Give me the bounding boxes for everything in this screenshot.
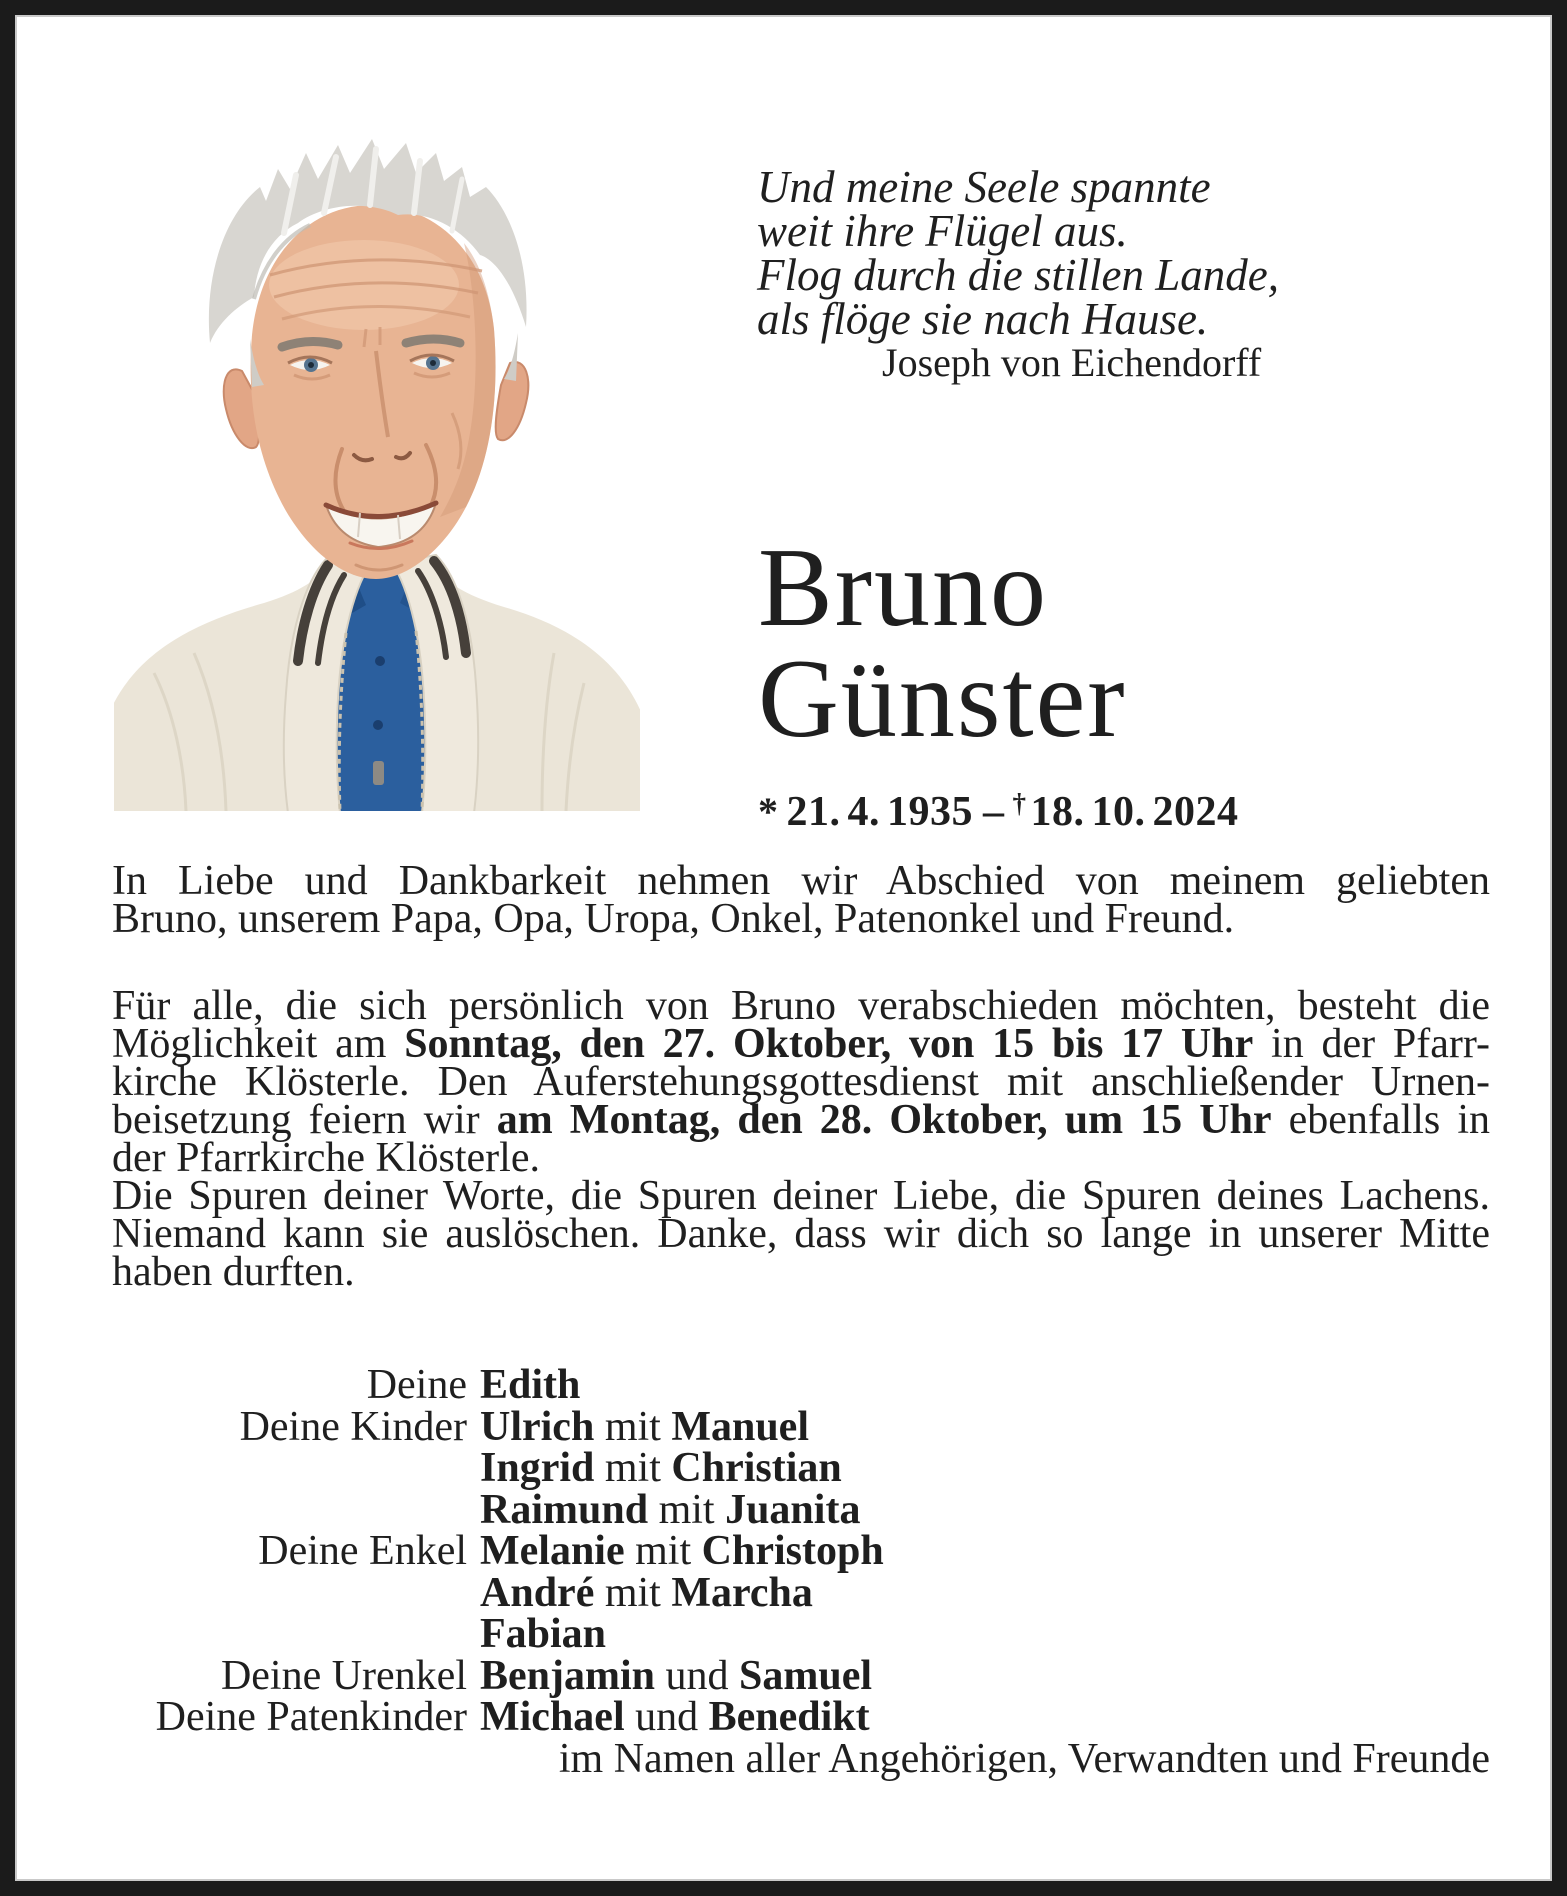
family-member-name: Michael: [480, 1694, 625, 1740]
birth-star-symbol: *: [758, 789, 779, 834]
family-member-name: Benedikt: [708, 1694, 870, 1740]
family-names: [480, 1569, 813, 1616]
family-member-name: Raimund: [480, 1486, 649, 1533]
family-line: [112, 1403, 1490, 1450]
text: In Liebe und Dankbarkeit nehmen wir Abschied von meinem geliebten: [112, 858, 1490, 904]
family-names: [480, 1486, 861, 1533]
family-relation-label: [112, 1573, 467, 1615]
family-names: [480, 1528, 884, 1574]
text-line: [112, 1249, 1490, 1295]
family-names: [480, 1652, 873, 1699]
death-date: 18. 10. 2024: [1030, 789, 1239, 835]
intro-paragraph: [112, 858, 1490, 942]
family-list: [112, 1362, 1490, 1782]
text-line: [112, 1211, 1490, 1257]
family-relation-label: [112, 1614, 467, 1656]
text: haben durften.: [112, 1249, 355, 1295]
poem-line: als flöge sie nach Hause.: [757, 294, 1209, 344]
family-relation-label: Deine Enkel: [258, 1528, 467, 1574]
poem-line: Und meine Seele spannte: [757, 162, 1211, 212]
poem-attribution: Joseph von Eichendorff: [882, 340, 1262, 385]
text: beisetzung feiern wir: [112, 1097, 497, 1143]
text: und: [624, 1694, 709, 1740]
family-line: [112, 1362, 1490, 1408]
family-line: [112, 1611, 1490, 1657]
text: mit: [594, 1569, 672, 1616]
text: Für alle, die sich persönlich von Bruno verabschieden möchten, besteht die: [112, 983, 1490, 1029]
family-relation-label: Deine Patenkinder: [155, 1694, 467, 1740]
family-names: [480, 1611, 607, 1657]
text: der Pfarrkirche Klösterle.: [112, 1135, 540, 1181]
memorial-poem: [757, 162, 1377, 385]
details-paragraph: [112, 983, 1491, 1295]
text-line: [112, 1021, 1491, 1067]
family-line: [112, 1486, 1490, 1533]
text: mit: [648, 1486, 726, 1533]
text-line: [112, 1173, 1490, 1219]
life-dates: [758, 783, 1239, 835]
family-relation-label: [112, 1448, 467, 1490]
family-relation-label: Deine Kinder: [239, 1403, 467, 1450]
dates-separator: –: [983, 789, 1005, 835]
header-section: [112, 15, 1490, 862]
text: mit: [624, 1528, 702, 1574]
family-relation-label: Deine: [366, 1362, 467, 1408]
family-member-name: Marcha: [671, 1569, 813, 1616]
poem-line: weit ihre Flügel aus.: [757, 206, 1128, 256]
family-line: [112, 1528, 1490, 1574]
text-line: [112, 1135, 1490, 1181]
deceased-name: [758, 526, 1239, 835]
text: in der Pfarr-: [1253, 1021, 1491, 1067]
family-line: [112, 1569, 1490, 1616]
text: mit: [594, 1403, 672, 1450]
family-member-name: Melanie: [480, 1528, 625, 1574]
bold-text: am Montag, den 28. Oktober, um 15 Uhr: [496, 1097, 1272, 1143]
text: kirche Klösterle. Den Auferstehungsgottesdienst mit anschließender Urnen-: [112, 1059, 1490, 1105]
text: mit: [594, 1445, 672, 1491]
family-member-name: André: [480, 1569, 595, 1616]
text: und: [655, 1652, 740, 1699]
family-line: [112, 1694, 1490, 1740]
family-line: [112, 1445, 1490, 1491]
text-line: [112, 896, 1490, 942]
text: Niemand kann sie auslöschen. Danke, dass wir dich so lange in unserer Mitte: [112, 1211, 1490, 1257]
obituary-sheet: [15, 15, 1552, 1881]
portrait-illustration: [114, 113, 640, 811]
family-rows: [112, 1362, 1490, 1740]
deceased-last-name: Günster: [758, 637, 1127, 761]
text-line: [112, 858, 1490, 904]
family-names: [480, 1362, 581, 1408]
text: Die Spuren deiner Worte, die Spuren deiner Liebe, die Spuren deines Lachens.: [112, 1173, 1490, 1219]
text-line: [112, 983, 1490, 1029]
family-member-name: Ingrid: [480, 1445, 595, 1491]
family-names: [480, 1445, 842, 1491]
text: Bruno, unserem Papa, Opa, Uropa, Onkel, Patenonkel und Freund.: [112, 896, 1235, 942]
family-member-name: Christian: [671, 1445, 842, 1491]
text: Möglichkeit am: [112, 1021, 405, 1067]
text-line: [112, 1059, 1490, 1105]
text-line: [112, 1097, 1490, 1143]
family-member-name: Juanita: [725, 1486, 861, 1533]
poem-lines: [757, 162, 1377, 344]
family-names: [480, 1694, 870, 1740]
family-relation-label: Deine Urenkel: [220, 1652, 467, 1699]
family-line: [112, 1652, 1490, 1699]
family-member-name: Edith: [480, 1362, 581, 1408]
birth-date: 21. 4. 1935: [786, 789, 973, 835]
poem-line: Flog durch die stillen Lande,: [757, 250, 1280, 300]
family-names: [480, 1403, 809, 1450]
text: ebenfalls in: [1271, 1097, 1490, 1143]
death-cross-symbol: †: [1012, 788, 1027, 818]
family-member-name: Fabian: [480, 1611, 607, 1657]
family-member-name: Benjamin: [480, 1652, 656, 1699]
bold-text: Sonntag, den 27. Oktober, von 15 bis 17 Uhr: [404, 1021, 1254, 1067]
family-member-name: Samuel: [739, 1652, 873, 1699]
family-member-name: Manuel: [671, 1403, 809, 1450]
closing-line: im Namen aller Angehörigen, Verwandten und Freunde: [558, 1735, 1490, 1782]
family-member-name: Ulrich: [480, 1403, 595, 1450]
family-relation-label: [112, 1490, 467, 1532]
deceased-first-name: Bruno: [758, 526, 1048, 650]
family-member-name: Christoph: [701, 1528, 884, 1574]
portrait-photo: [114, 113, 640, 811]
